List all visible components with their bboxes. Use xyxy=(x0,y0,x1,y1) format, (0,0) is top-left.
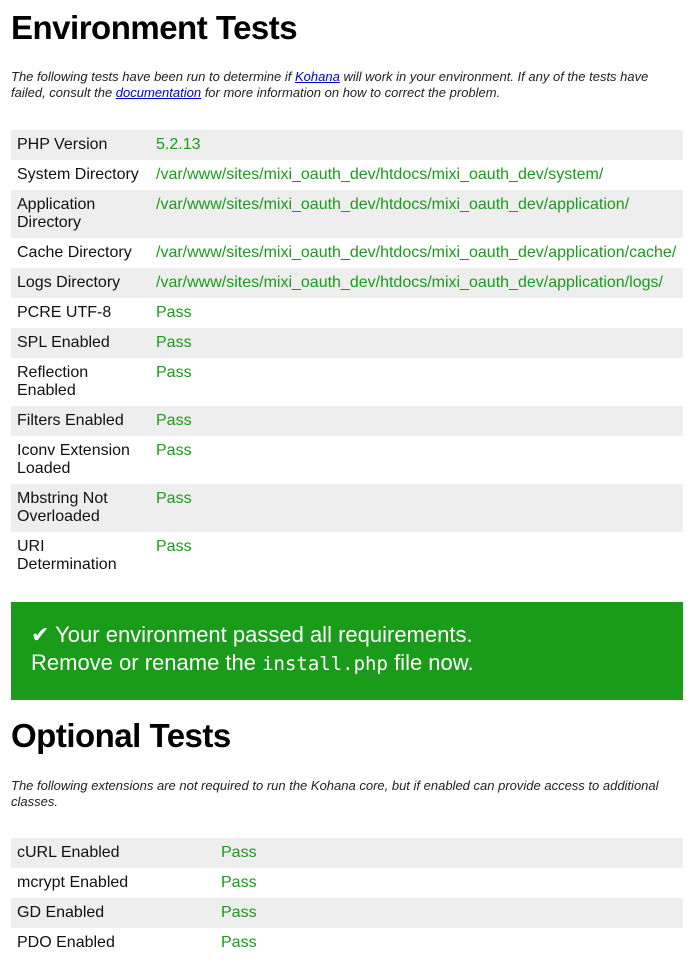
test-label: System Directory xyxy=(11,160,150,190)
environment-intro-text-1: The following tests have been run to determine if xyxy=(11,69,295,84)
documentation-link[interactable]: documentation xyxy=(115,85,202,100)
table-row xyxy=(11,898,683,928)
table-row xyxy=(11,238,683,268)
test-label: GD Enabled xyxy=(11,898,215,928)
test-result: Pass xyxy=(215,928,683,958)
test-label: Reflection Enabled xyxy=(11,358,150,406)
install-filename: install.php xyxy=(262,653,388,675)
test-result: Pass xyxy=(150,328,683,358)
optional-tests-title: Optional Tests xyxy=(11,717,231,754)
success-line-1 xyxy=(31,621,663,649)
test-result: Pass xyxy=(150,532,683,580)
optional-intro: The following extensions are not required to run the Kohana core, but if enabled can provide access to additional classes. xyxy=(11,778,659,809)
success-instruction-before: Remove or rename the xyxy=(31,650,263,675)
table-row xyxy=(11,436,683,484)
checkmark-icon: ✔ xyxy=(31,622,50,647)
test-result: Pass xyxy=(150,406,683,436)
success-banner xyxy=(11,602,683,700)
test-result: /var/www/sites/mixi_oauth_dev/htdocs/mixi_oauth_dev/application/logs/ xyxy=(150,268,683,298)
test-label: mcrypt Enabled xyxy=(11,868,215,898)
table-row xyxy=(11,268,683,298)
test-label: Logs Directory xyxy=(11,268,150,298)
test-result: Pass xyxy=(215,868,683,898)
test-label: Iconv Extension Loaded xyxy=(11,436,150,484)
success-instruction-after: file now. xyxy=(387,650,474,675)
test-result: Pass xyxy=(150,298,683,328)
test-label: Filters Enabled xyxy=(11,406,150,436)
test-result: /var/www/sites/mixi_oauth_dev/htdocs/mixi_oauth_dev/application/cache/ xyxy=(150,238,683,268)
test-label: SPL Enabled xyxy=(11,328,150,358)
test-result: Pass xyxy=(215,898,683,928)
test-label: Application Directory xyxy=(11,190,150,238)
table-row xyxy=(11,190,683,238)
table-row xyxy=(11,406,683,436)
test-result: 5.2.13 xyxy=(150,130,683,160)
table-row xyxy=(11,868,683,898)
kohana-link[interactable]: Kohana xyxy=(295,69,340,84)
environment-intro xyxy=(11,69,683,101)
table-row xyxy=(11,328,683,358)
test-result: Pass xyxy=(150,484,683,532)
test-label: cURL Enabled xyxy=(11,838,215,868)
test-result: Pass xyxy=(150,358,683,406)
environment-tests-table xyxy=(11,130,683,580)
environment-tests-title: Environment Tests xyxy=(11,9,298,46)
test-label: PHP Version xyxy=(11,130,150,160)
test-label: Cache Directory xyxy=(11,238,150,268)
test-label: PDO Enabled xyxy=(11,928,215,958)
test-result: /var/www/sites/mixi_oauth_dev/htdocs/mixi_oauth_dev/application/ xyxy=(150,190,683,238)
test-result: /var/www/sites/mixi_oauth_dev/htdocs/mixi_oauth_dev/system/ xyxy=(150,160,683,190)
table-row xyxy=(11,358,683,406)
test-result: Pass xyxy=(150,436,683,484)
test-result: Pass xyxy=(215,838,683,868)
success-line-2 xyxy=(31,649,663,678)
table-row xyxy=(11,130,683,160)
table-row xyxy=(11,484,683,532)
environment-intro-text-2: will work in your environment. If any of the tests have failed, consult the xyxy=(11,69,649,100)
table-row xyxy=(11,298,683,328)
success-message: Your environment passed all requirements. xyxy=(49,622,473,647)
test-label: URI Determination xyxy=(11,532,150,580)
test-label: PCRE UTF-8 xyxy=(11,298,150,328)
table-row xyxy=(11,532,683,580)
environment-intro-text-3: for more information on how to correct the problem. xyxy=(201,85,501,100)
table-row xyxy=(11,838,683,868)
optional-tests-table xyxy=(11,838,683,958)
table-row xyxy=(11,160,683,190)
table-row xyxy=(11,928,683,958)
test-label: Mbstring Not Overloaded xyxy=(11,484,150,532)
